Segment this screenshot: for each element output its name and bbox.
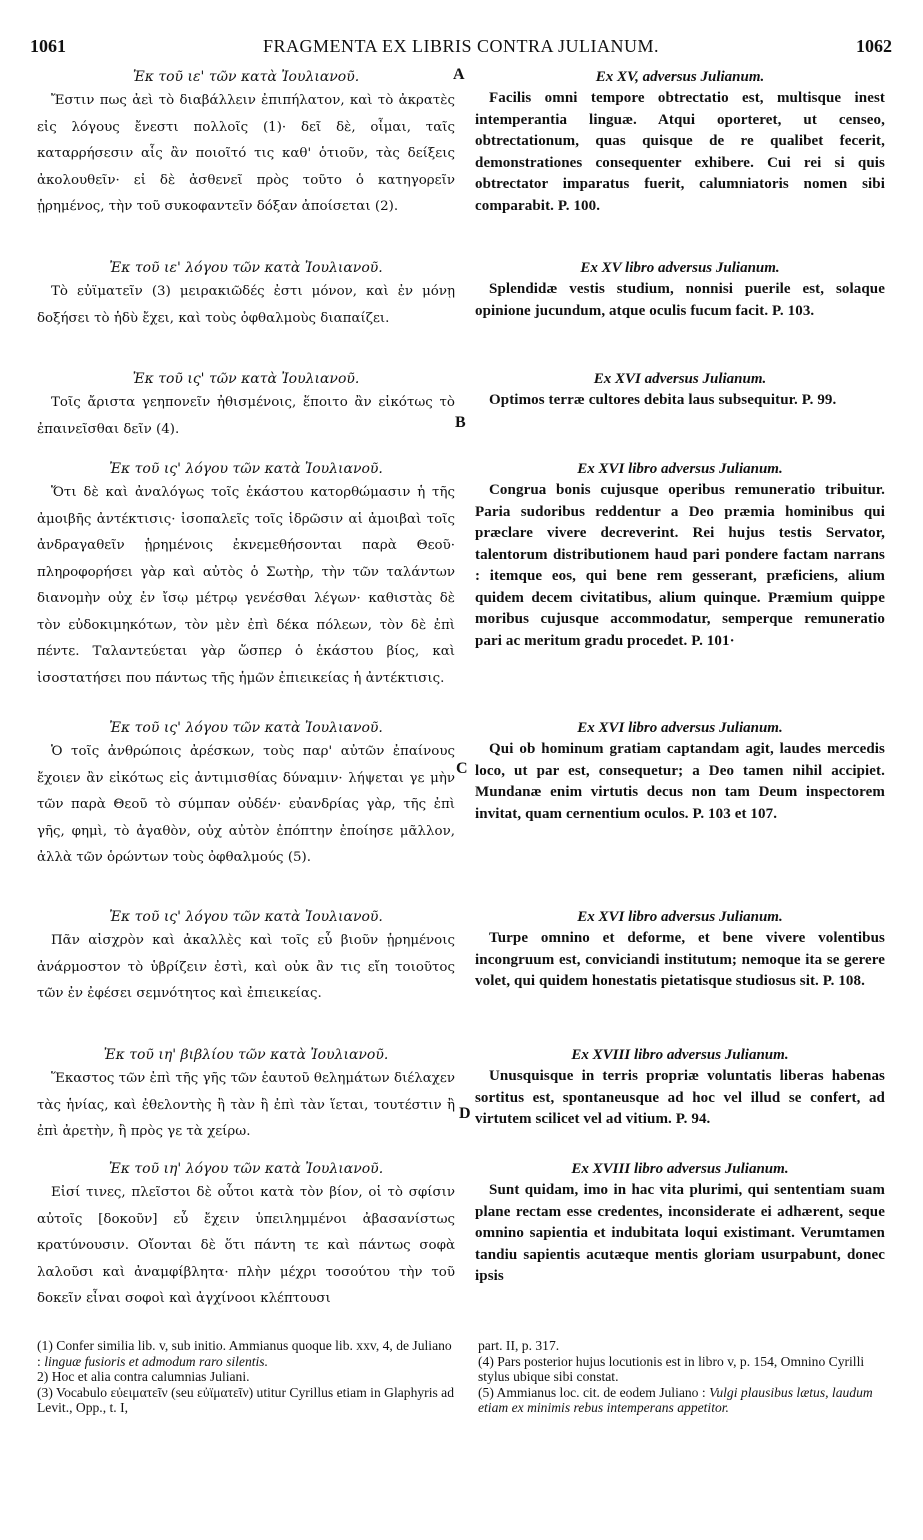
latin-fragment-1 xyxy=(475,66,885,217)
fragment-heading: Ex XVIII libro adversus Julianum. xyxy=(571,1161,789,1177)
footnote-5-text: (5) Ammianus loc. cit. de eodem Juliano : xyxy=(478,1384,706,1400)
running-title: FRAGMENTA EX LIBRIS CONTRA JULIANUM. xyxy=(262,36,660,56)
fragment-text: Ἔστιν πως ἀεὶ τὸ διαβάλλειν ἐπιπήλατον, καὶ τὸ ἀκρατὲς εἰς λόγους ἔνεστι πολλοῖς (1)· δεῖ δὲ, οἶμαι, ταῖς καταρρήσεσιν αἷς ἂν ποιοῖτό τις καθ' ὁτιοῦν, τὰς δείξεις ἀκολουθεῖν· εἰ δὲ ἀσθενεῖ πρὸς τοῦτο ὁ κατηγορεῖν ᾑρημένος, τὴν τοῦ συκοφαντεῖν δόξαν ἀποίσεται (2). xyxy=(37,93,455,214)
margin-letter-b: B xyxy=(455,414,466,431)
fragment-text: Τοῖς ἄριστα γεηπονεῖν ἠθισμένοις, ἕποιτο ἂν εἰκότως τὸ ἐπαινεῖσθαι δεῖν (4). xyxy=(37,395,455,437)
margin-letter-a: A xyxy=(453,66,465,83)
footnote-4: (4) Pars posterior hujus locutionis est in libro v, p. 154, Omnino Cyrilli stylus ubique sibi constat. xyxy=(478,1353,865,1385)
fragment-heading: Ἐκ τοῦ ιε' λόγου τῶν κατὰ Ἰουλιανοῦ. xyxy=(109,260,383,276)
margin-letter-c: C xyxy=(456,760,468,777)
greek-fragment-2 xyxy=(37,257,455,332)
latin-fragment-4 xyxy=(475,458,885,652)
footnotes-right xyxy=(478,1338,888,1416)
fragment-heading: Ex XV libro adversus Julianum. xyxy=(580,260,780,276)
fragment-text: Congrua bonis cujusque operibus remuneratio tribuitur. Paria sudoribus reddentur a Deo præmia hominibus qui præclare vivere decreverint. Rei hujus testis Servator, talentorum distributionem haud pari pondere factam narrans : itemque eos, qui bene rem gesserant, præficiens, alium quidem decem civitatibus, alium quinque. Præmium quippe moribus cujusque accommodatur, semperque remuneratio pari ac meritum gradu procedet. P. 101· xyxy=(475,482,885,649)
fragment-text: Facilis omni tempore obtrectatio est, multisque inest intemperantia linguæ. Atqui oporteret, ut censeo, obtrectationum, quas quisque de re qualibet fecerit, demonstrationes consequenter exhibere. Cui rei si quis obtrectator imparatus fuerit, calumniatoris nomen sibi comparabit. P. 100. xyxy=(475,90,885,214)
fragment-text: Ὅτι δὲ καὶ ἀναλόγως τοῖς ἑκάστου κατορθώμασιν ἡ τῆς ἀμοιβῆς ἀντέκτισις· ἰσοπαλεῖς τοῖς ἱδρῶσιν αἱ ἀμοιβαὶ τοῖς ἀνδραγαθεῖν ᾑρημένοις ἐκνεμεθήσονται παρὰ Θεοῦ· πληροφορήσει γὰρ καὶ αὐτὸς ὁ Σωτὴρ, τὴν τῶν ταλάντων διανομὴν οὐχ ἐν ἴσῳ μέτρῳ γενέσθαι λέγων· καθιστὰς δὲ τὸν εὐδοκιμηκότων, τὸν μὲν ἐπὶ δέκα πόλεων, τὸν δὲ ἐπὶ πέντε. Ταλαντεύεται γὰρ ὥσπερ ὁ ἑκάστου βίος, καὶ ἰσοστατήσει που πάντως τῆς ἡμῶν ἐπιεικείας ἡ ἀντέκτισις. xyxy=(37,485,455,686)
greek-fragment-1 xyxy=(37,66,455,221)
greek-fragment-7 xyxy=(37,1044,455,1146)
fragment-heading: Ex XVI libro adversus Julianum. xyxy=(577,720,783,736)
footnote-5-quote: Vulgi plausibus lætus, laudum etiam ex minimis rebus intemperans appetitor. xyxy=(478,1384,873,1416)
fragment-heading: Ex XVI libro adversus Julianum. xyxy=(577,909,783,925)
fragment-heading: Ἐκ τοῦ ιη' βιβλίου τῶν κατὰ Ἰουλιανοῦ. xyxy=(103,1047,389,1063)
fragment-heading: Ex XV, adversus Julianum. xyxy=(595,69,765,85)
fragment-heading: Ex XVI adversus Julianum. xyxy=(593,371,767,387)
latin-fragment-2 xyxy=(475,257,885,322)
fragment-text: Unusquisque in terris propriæ voluntatis liberas habenas sortitus est, spontaneusque ad hoc vel illud se confert, ad virtutem scilicet vel ad vitium. P. 94. xyxy=(475,1068,885,1127)
greek-fragment-8 xyxy=(37,1158,455,1313)
footnote-2: 2) Hoc et alia contra calumnias Juliani. xyxy=(37,1369,250,1385)
footnote-3: (3) Vocabulo εὐειματεῖν (seu εὐϊματεῖν) utitur Cyrillus etiam in Glaphyris ad Levit., Opp., t. I, xyxy=(37,1384,454,1416)
fragment-text: Sunt quidam, imo in hac vita plurimi, qui sententiam suam plane rectam esse credentes, inconsiderate ei adhærent, seque omnino sapientia et indubitata loqui existimant. Verumtamen tandiu sapientis acutæque mentis gloriam usurpabunt, donec ipsis xyxy=(475,1182,885,1284)
fragment-heading: Ἐκ τοῦ ιη' λόγου τῶν κατὰ Ἰουλιανοῦ. xyxy=(108,1161,384,1177)
greek-fragment-6 xyxy=(37,906,455,1008)
footnote-1-text: (1) Confer similia lib. v, sub initio. Ammianus quoque lib. xxv, 4, de Juliano : xyxy=(37,1338,452,1369)
footnote-1 xyxy=(37,1338,455,1369)
fragment-text: Optimos terræ cultores debita laus subsequitur. P. 99. xyxy=(489,392,837,408)
fragment-text: Τὸ εὐϊματεῖν (3) μειρακιῶδές ἐστι μόνον, καὶ ἐν μόνῃ δοξήσει τὸ ἡδὺ ἔχει, καὶ τοὺς ὀφθαλμοὺς διαπαίζει. xyxy=(37,284,455,326)
margin-letter-d: D xyxy=(459,1105,471,1122)
footnotes-left xyxy=(37,1338,455,1416)
fragment-heading: Ἐκ τοῦ ις' λόγου τῶν κατὰ Ἰουλιανοῦ. xyxy=(109,909,383,925)
fragment-text: Splendidæ vestis studium, nonnisi puerile est, solaque opinione jucundum, atque oculis fucum facit. P. 103. xyxy=(475,281,885,319)
greek-fragment-4 xyxy=(37,458,455,692)
fragment-heading: Ἐκ τοῦ ιε' τῶν κατὰ Ἰουλιανοῦ. xyxy=(132,69,360,85)
latin-fragment-8 xyxy=(475,1158,885,1288)
fragment-heading: Ex XVI libro adversus Julianum. xyxy=(577,461,783,477)
fragment-text: Πᾶν αἰσχρὸν καὶ ἀκαλλὲς καὶ τοῖς εὖ βιοῦν ᾑρημένοις ἀνάρμοστον τὸ ὑβρίζειν ἐστὶ, καὶ οὐκ ἂν τις εἴη τοιοῦτος τῶν ἐν ἐφέσει σεμνότητος καὶ ἐπιεικείας. xyxy=(37,933,455,1001)
fragment-heading: Ἐκ τοῦ ις' λόγου τῶν κατὰ Ἰουλιανοῦ. xyxy=(109,720,383,736)
latin-fragment-5 xyxy=(475,717,885,825)
latin-fragment-6 xyxy=(475,906,885,993)
running-header xyxy=(30,36,892,62)
footnote-3-continued: part. II, p. 317. xyxy=(478,1338,560,1353)
footnote-1-quote: linguæ fusioris et admodum raro silentis. xyxy=(44,1353,268,1369)
latin-fragment-7 xyxy=(475,1044,885,1131)
fragment-text: Εἰσί τινες, πλεῖστοι δὲ οὗτοι κατὰ τὸν βίον, οἱ τὸ σφίσιν αὐτοῖς [δοκοῦν] εὖ ἔχειν ὑπειλημμένοι ἀβασανίστως κρατύνουσιν. Οἴονται δὲ ὅτι πάντη τε καὶ πάντως σοφὰ λαλοῦσι καὶ ἀναμφίβλητα· πλὴν μέχρι τοσούτου τὴν τοῦ δοκεῖν εἶναι σοφοὶ καὶ ἀγχίνοοι κλέπτουσι xyxy=(37,1185,455,1306)
greek-fragment-5 xyxy=(37,717,455,872)
page-number-left: 1061 xyxy=(30,36,66,56)
fragment-heading: Ex XVIII libro adversus Julianum. xyxy=(571,1047,789,1063)
fragment-heading: Ἐκ τοῦ ις' λόγου τῶν κατὰ Ἰουλιανοῦ. xyxy=(109,461,383,477)
fragment-text: Qui ob hominum gratiam captandam agit, laudes mercedis loco, ut par est, consequetur; a Deo tamen nihil accipiet. Mundanæ enim virtutis decus non tam Deum inspectorem invitat, quam cernentium oculos. P. 103 et 107. xyxy=(475,741,885,822)
latin-fragment-3 xyxy=(475,368,885,412)
fragment-text: Ὁ τοῖς ἀνθρώποις ἀρέσκων, τοὺς παρ' αὐτῶν ἐπαίνους ἔχοιεν ἂν εἰκότως εἰς ἀντιμισθίας δύναμιν· λήψεται γε μὴν τῶν παρὰ Θεοῦ τὸ σύμπαν οὐδέν· εὐανδρίας γὰρ, τῆς ἐπὶ γῆς, φημὶ, τὸ ἀγαθὸν, οὐχ αὐτὸν ἐπόπτην ἐποίησε μᾶλλον, ἀλλὰ τῶν ὁρώντων τοὺς ὀφθαλμούς (5). xyxy=(37,744,455,865)
fragment-text: Turpe omnino et deforme, et bene vivere volentibus incongruum est, conviciandi institutum; nemoque ita se gerere volet, qui quidem honestatis pietatisque studiosus sit. P. 108. xyxy=(475,930,885,989)
fragment-text: Ἕκαστος τῶν ἐπὶ τῆς γῆς τῶν ἑαυτοῦ θελημάτων διέλαχεν τὰς ἡνίας, καὶ ἐθελοντὴς ἢ τὰν ἢ ἐπὶ τὰν ἵεται, τουτέστιν ἢ ἐπὶ ἀρετὴν, ἢ πρὸς γε τὰ χείρω. xyxy=(37,1071,455,1139)
page-number-right: 1062 xyxy=(856,36,892,56)
footnote-5 xyxy=(478,1385,888,1416)
greek-fragment-3 xyxy=(37,368,455,443)
fragment-heading: Ἐκ τοῦ ις' τῶν κατὰ Ἰουλιανοῦ. xyxy=(132,371,360,387)
